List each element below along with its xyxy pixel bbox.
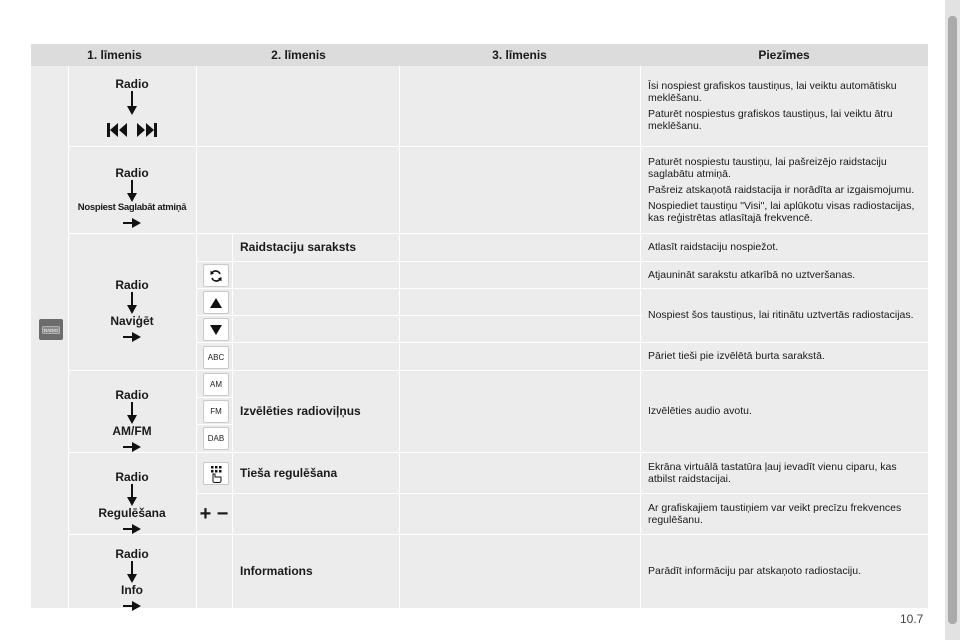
- notes-scroll: Nospiest šos taustiņus, lai ritinātu uztvertās radiostacijas.: [648, 309, 914, 321]
- minus-button[interactable]: −: [216, 502, 229, 525]
- previous-track-icon[interactable]: [106, 121, 128, 139]
- level-1-radio-label: Radio: [115, 77, 149, 91]
- page-number: 10.7: [900, 612, 924, 626]
- row-radio-seek: [69, 77, 195, 139]
- down-arrow-icon: [127, 402, 137, 424]
- plus-button[interactable]: +: [199, 502, 212, 525]
- am-fm-label: AM/FM: [112, 424, 152, 438]
- navigate-label: Naviģēt: [110, 314, 154, 328]
- abc-icon: ABC: [207, 353, 225, 362]
- dab-band-button[interactable]: DAB: [203, 427, 229, 450]
- row-radio-save: [69, 166, 195, 229]
- scrollbar[interactable]: [945, 0, 960, 640]
- notes-refresh: Atjaunināt sarakstu atkarībā no uztveršanas.: [648, 268, 856, 281]
- right-arrow-icon: [123, 441, 141, 453]
- level-1-radio-label: Radio: [115, 388, 149, 402]
- level-1-radio-label: Radio: [115, 166, 149, 180]
- level-1-radio-label: Radio: [115, 547, 149, 561]
- next-track-icon[interactable]: [136, 121, 158, 139]
- notes-station-list: Atlasīt raidstaciju nospiežot.: [648, 241, 779, 253]
- header-level-2: 2. līmenis: [198, 44, 399, 67]
- svg-text:RADIO: RADIO: [43, 327, 59, 333]
- right-arrow-icon: [123, 331, 141, 343]
- refresh-icon: [209, 269, 223, 283]
- header-notes: Piezīmes: [640, 44, 928, 67]
- tuning-label: Regulēšana: [98, 506, 166, 520]
- refresh-button[interactable]: [203, 264, 229, 287]
- row-radio-band: [69, 388, 195, 453]
- keypad-icon: [209, 465, 223, 483]
- scrollbar-thumb[interactable]: [948, 16, 957, 624]
- notes-row-save: Paturēt nospiestu taustiņu, lai pašreizējo raidstaciju saglabātu atmiņā. Pašreiz atskaņotā raidstacija ir norādīta ar izgaismojumu. Nospiediet taustiņu "Visi", lai aplūkotu visas radiostacijas, kas reģistrētas atlasītajā frekvencē.: [648, 155, 915, 224]
- level-1-radio-label: Radio: [115, 470, 149, 484]
- notes-row-seek: Īsi nospiest grafiskos taustiņus, lai veiktu automātisku meklēšanu. Paturēt nospiestus grafiskos taustiņus, lai veiktu ātru meklēšanu.: [648, 80, 897, 132]
- down-arrow-icon: [127, 91, 137, 115]
- station-list-label: Raidstaciju saraksts: [240, 240, 357, 254]
- informations-label: Informations: [240, 564, 313, 578]
- direct-tuning-label: Tieša regulēšana: [240, 465, 338, 480]
- notes-info: Parādīt informāciju par atskaņoto radiostaciju.: [648, 565, 862, 577]
- row-radio-tuning: [69, 470, 195, 535]
- row-radio-navigate: [69, 278, 195, 343]
- row-radio-info: [69, 547, 195, 612]
- down-arrow-icon: [127, 180, 137, 202]
- right-arrow-icon: [123, 600, 141, 612]
- radio-source-icon[interactable]: [39, 319, 63, 340]
- save-memory-label: Nospiest Saglabāt atmiņā: [77, 202, 187, 213]
- scroll-up-button[interactable]: [203, 291, 229, 314]
- keypad-button[interactable]: [203, 462, 229, 485]
- am-band-button[interactable]: AM: [203, 373, 229, 396]
- right-arrow-icon: [123, 523, 141, 535]
- radio-menu-table: [31, 44, 928, 608]
- down-arrow-icon: [210, 325, 222, 335]
- header-level-1: 1. līmenis: [31, 44, 198, 67]
- up-arrow-icon: [210, 298, 222, 308]
- header-level-3: 3. līmenis: [399, 44, 640, 67]
- notes-direct-tuning: Ekrāna virtuālā tastatūra ļauj ievadīt vienu ciparu, kas atbilst raidstacijai.: [648, 460, 897, 485]
- abc-button[interactable]: [203, 346, 229, 369]
- down-arrow-icon: [127, 292, 137, 314]
- info-label: Info: [121, 583, 143, 597]
- notes-abc: Pāriet tieši pie izvēlētā burta sarakstā.: [648, 350, 825, 362]
- down-arrow-icon: [127, 484, 137, 506]
- right-arrow-icon: [123, 217, 141, 229]
- plus-minus-icon: [197, 500, 231, 528]
- choose-waveband-label: Izvēlēties radioviļņus: [240, 404, 361, 418]
- level-1-radio-label: Radio: [115, 278, 149, 292]
- notes-band: Izvēlēties audio avotu.: [648, 405, 752, 417]
- scroll-down-button[interactable]: [203, 318, 229, 341]
- down-arrow-icon: [127, 561, 137, 583]
- fm-band-button[interactable]: FM: [203, 400, 229, 423]
- notes-fine-tuning: Ar grafiskajiem taustiņiem var veikt precīzu frekvences regulēšanu.: [648, 501, 902, 526]
